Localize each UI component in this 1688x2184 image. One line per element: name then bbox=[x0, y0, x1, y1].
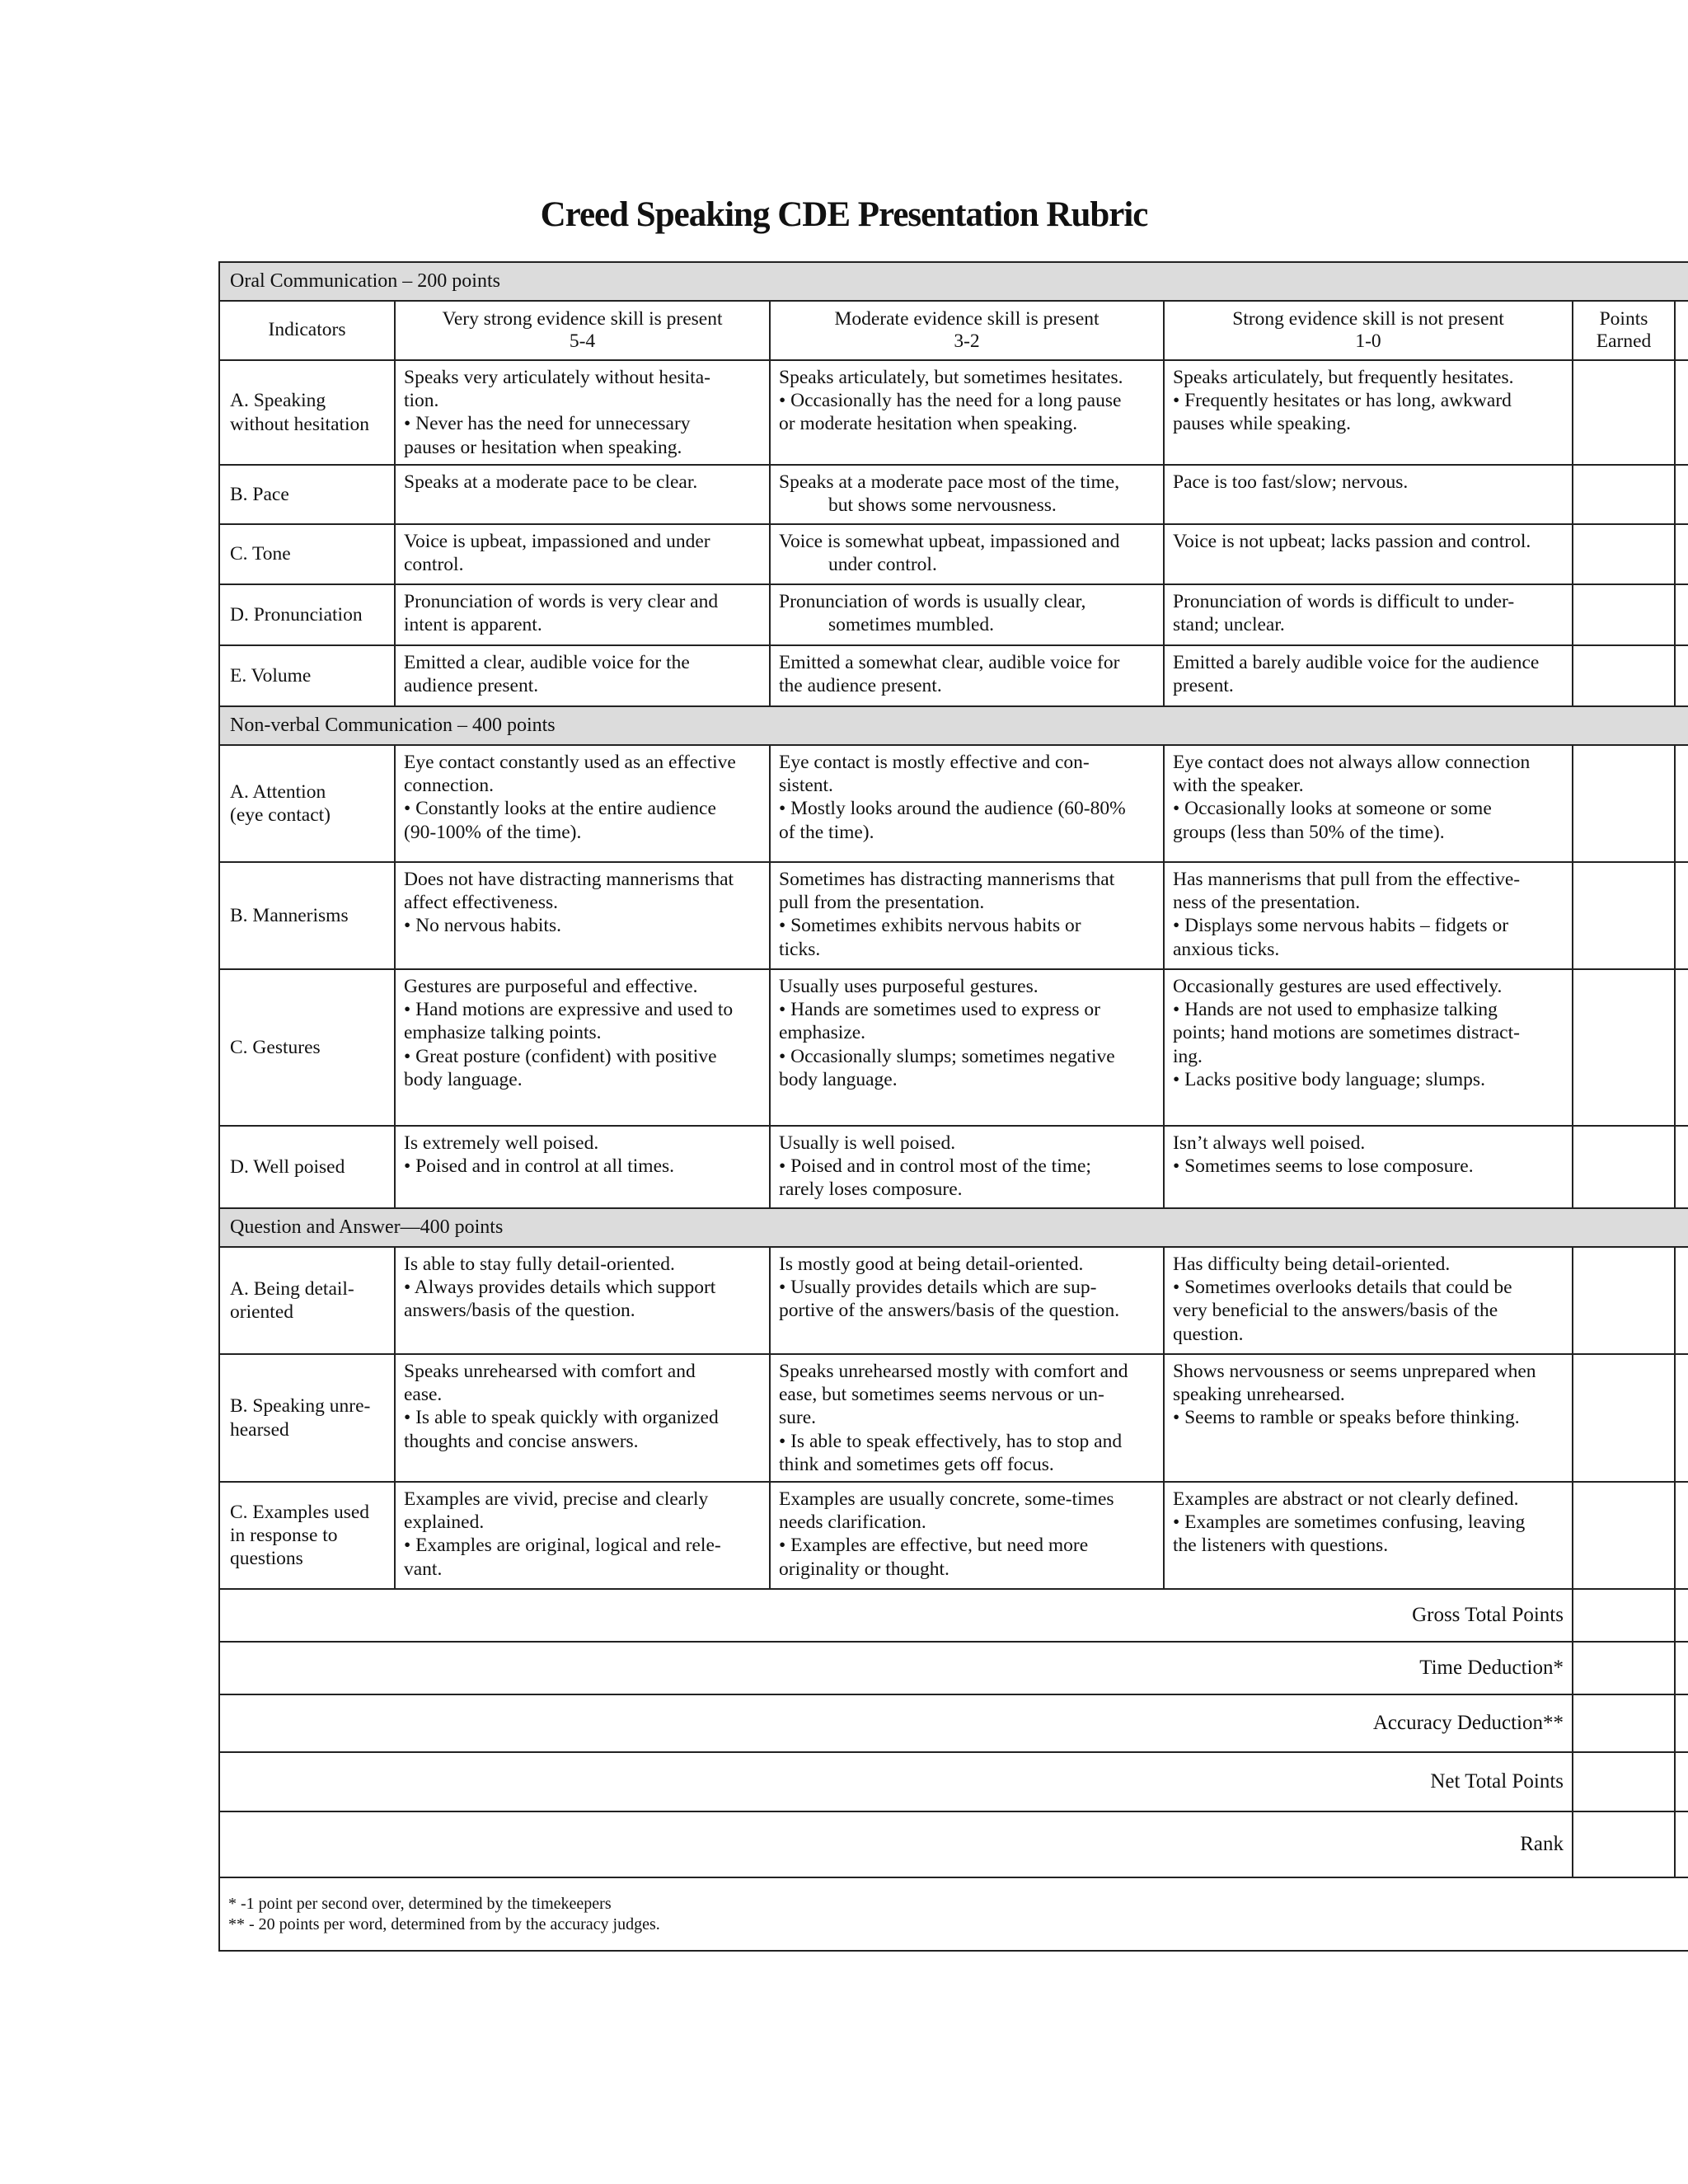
cell-line: sometimes mumbled. bbox=[828, 614, 995, 636]
cell-line: emphasize. bbox=[779, 1022, 866, 1044]
header-line: Points bbox=[1599, 307, 1648, 330]
cell-line: Isn’t always well poised. bbox=[1173, 1132, 1366, 1154]
cell-line: Speaks articulately, but sometimes hesitates. bbox=[779, 367, 1123, 388]
cell-line: Usually uses purposeful gestures. bbox=[779, 976, 1039, 997]
very-strong-cell bbox=[395, 1247, 770, 1354]
cell-line: • Sometimes overlooks details that could be bbox=[1173, 1277, 1512, 1299]
cell-line: sure. bbox=[779, 1407, 817, 1429]
moderate-cell bbox=[770, 465, 1164, 524]
total-row bbox=[219, 1589, 1688, 1642]
total-label: Gross Total Points bbox=[219, 1589, 1573, 1642]
section-header-row bbox=[219, 706, 1688, 745]
cell-line: pauses while speaking. bbox=[1173, 413, 1352, 435]
header-line: Very strong evidence skill is present bbox=[442, 307, 723, 330]
cell-line: stand; unclear. bbox=[1173, 614, 1285, 636]
cell-line: • Is able to speak quickly with organized bbox=[404, 1407, 719, 1429]
cell-line: Has mannerisms that pull from the effective- bbox=[1173, 869, 1521, 890]
indicator-cell bbox=[219, 584, 395, 645]
total-row bbox=[219, 1694, 1688, 1752]
cell-line: • Examples are effective, but need more bbox=[779, 1535, 1089, 1557]
cell-line: • Always provides details which support bbox=[404, 1277, 716, 1299]
cell-line: body language. bbox=[779, 1068, 898, 1090]
cell-line: Emitted a barely audible voice for the audience bbox=[1173, 652, 1540, 673]
cell-line: the audience present. bbox=[779, 675, 942, 697]
cell-line: • Hands are not used to emphasize talking bbox=[1173, 999, 1498, 1021]
cell-line: present. bbox=[1173, 675, 1234, 697]
not-present-cell bbox=[1164, 1126, 1573, 1208]
cell-line: • Poised and in control at all times. bbox=[404, 1155, 675, 1178]
not-present-cell bbox=[1164, 584, 1573, 645]
very-strong-cell bbox=[395, 645, 770, 706]
moderate-cell bbox=[770, 524, 1164, 584]
extra-cell[interactable] bbox=[1675, 1642, 1688, 1694]
section-header-row bbox=[219, 262, 1688, 301]
cell-line: • Sometimes exhibits nervous habits or bbox=[779, 915, 1081, 937]
cell-line: tion. bbox=[404, 390, 439, 412]
moderate-cell bbox=[770, 645, 1164, 706]
rubric-row bbox=[219, 524, 1688, 584]
header-line: 1-0 bbox=[1355, 330, 1381, 352]
rubric-row bbox=[219, 465, 1688, 524]
not-present-cell bbox=[1164, 524, 1573, 584]
cell-line: • No nervous habits. bbox=[404, 915, 561, 937]
cell-line: • Displays some nervous habits – fidgets or bbox=[1173, 915, 1509, 937]
extra-cell[interactable] bbox=[1675, 862, 1688, 969]
cell-line: pauses or hesitation when speaking. bbox=[404, 436, 682, 458]
cell-line: C. Examples used bbox=[230, 1501, 370, 1523]
points-earned-cell[interactable] bbox=[1573, 584, 1675, 645]
cell-line: explained. bbox=[404, 1511, 485, 1534]
total-points-cell[interactable] bbox=[1573, 1642, 1675, 1694]
not-present-cell bbox=[1164, 1247, 1573, 1354]
cell-line: • Never has the need for unnecessary bbox=[404, 413, 691, 435]
total-label: Time Deduction* bbox=[219, 1642, 1573, 1694]
extra-cell[interactable] bbox=[1675, 584, 1688, 645]
very-strong-cell bbox=[395, 862, 770, 969]
footnote-row bbox=[219, 1877, 1688, 1951]
rubric-row bbox=[219, 360, 1688, 465]
not-present-cell bbox=[1164, 1482, 1573, 1589]
cell-line: • Mostly looks around the audience (60-80% bbox=[779, 798, 1126, 820]
cell-line: (eye contact) bbox=[230, 804, 331, 826]
cell-line: • Occasionally looks at someone or some bbox=[1173, 798, 1492, 820]
cell-line: Eye contact constantly used as an effective bbox=[404, 752, 736, 773]
total-label: Accuracy Deduction** bbox=[219, 1694, 1573, 1752]
extra-cell[interactable] bbox=[1675, 745, 1688, 862]
indicator-cell bbox=[219, 745, 395, 862]
points-earned-cell[interactable] bbox=[1573, 1482, 1675, 1589]
cell-line: Occasionally gestures are used effectively. bbox=[1173, 976, 1503, 997]
cell-line: Examples are vivid, precise and clearly bbox=[404, 1488, 709, 1510]
cell-line: A. Speaking bbox=[230, 390, 326, 412]
cell-line: A. Attention bbox=[230, 780, 326, 803]
cell-line: • Frequently hesitates or has long, awkward bbox=[1173, 390, 1512, 412]
cell-line: Has difficulty being detail-oriented. bbox=[1173, 1254, 1451, 1275]
cell-line: • Lacks positive body language; slumps. bbox=[1173, 1068, 1485, 1090]
cell-line: Voice is not upbeat; lacks passion and control. bbox=[1173, 531, 1531, 552]
cell-line: audience present. bbox=[404, 675, 539, 697]
rubric-row bbox=[219, 862, 1688, 969]
cell-line: ticks. bbox=[779, 938, 821, 960]
indicators-header: Indicators bbox=[219, 301, 395, 360]
cell-line: • Occasionally slumps; sometimes negative bbox=[779, 1045, 1115, 1067]
total-points-cell[interactable] bbox=[1573, 1811, 1675, 1877]
very-strong-cell bbox=[395, 584, 770, 645]
cell-line: of the time). bbox=[779, 821, 874, 843]
extra-column-header bbox=[1675, 301, 1688, 360]
points-earned-cell[interactable] bbox=[1573, 1354, 1675, 1482]
extra-cell[interactable] bbox=[1675, 1247, 1688, 1354]
cell-line: C. Tone bbox=[230, 543, 291, 565]
indicator-cell bbox=[219, 1126, 395, 1208]
cell-line: • Examples are sometimes confusing, leaving bbox=[1173, 1511, 1526, 1534]
cell-line: answers/basis of the question. bbox=[404, 1300, 635, 1322]
indicator-cell bbox=[219, 969, 395, 1126]
indicator-cell bbox=[219, 465, 395, 524]
moderate-cell bbox=[770, 745, 1164, 862]
cell-line: Usually is well poised. bbox=[779, 1132, 956, 1154]
not-present-cell bbox=[1164, 862, 1573, 969]
cell-line: hearsed bbox=[230, 1418, 289, 1441]
very-strong-cell bbox=[395, 524, 770, 584]
cell-line: in response to bbox=[230, 1524, 338, 1546]
cell-line: portive of the answers/basis of the question. bbox=[779, 1300, 1120, 1322]
rubric-row bbox=[219, 1354, 1688, 1482]
not-present-cell bbox=[1164, 969, 1573, 1126]
cell-line: points; hand motions are sometimes distract- bbox=[1173, 1022, 1520, 1044]
extra-cell[interactable] bbox=[1675, 1694, 1688, 1752]
very-strong-cell bbox=[395, 969, 770, 1126]
points-earned-cell[interactable] bbox=[1573, 1126, 1675, 1208]
extra-cell[interactable] bbox=[1675, 1811, 1688, 1877]
cell-line: Shows nervousness or seems unprepared when bbox=[1173, 1361, 1536, 1382]
cell-line: pull from the presentation. bbox=[779, 892, 985, 914]
extra-cell[interactable] bbox=[1675, 645, 1688, 706]
very-strong-header bbox=[395, 301, 770, 360]
cell-line: Speaks very articulately without hesita- bbox=[404, 367, 710, 388]
very-strong-cell bbox=[395, 360, 770, 465]
cell-line: B. Speaking unre- bbox=[230, 1395, 371, 1418]
cell-line: sistent. bbox=[779, 775, 833, 797]
indicator-cell bbox=[219, 1482, 395, 1589]
extra-cell[interactable] bbox=[1675, 1126, 1688, 1208]
extra-cell[interactable] bbox=[1675, 465, 1688, 524]
extra-cell[interactable] bbox=[1675, 524, 1688, 584]
cell-line: (90-100% of the time). bbox=[404, 821, 582, 843]
cell-line: Voice is upbeat, impassioned and under bbox=[404, 531, 710, 552]
cell-line: originality or thought. bbox=[779, 1558, 950, 1580]
points-earned-cell[interactable] bbox=[1573, 862, 1675, 969]
moderate-cell bbox=[770, 862, 1164, 969]
points-earned-cell[interactable] bbox=[1573, 524, 1675, 584]
cell-line: the listeners with questions. bbox=[1173, 1535, 1389, 1557]
moderate-cell bbox=[770, 969, 1164, 1126]
header-line: Strong evidence skill is not present bbox=[1232, 307, 1504, 330]
cell-line: but shows some nervousness. bbox=[828, 494, 1057, 517]
extra-cell[interactable] bbox=[1675, 1354, 1688, 1482]
cell-line: Pronunciation of words is usually clear, bbox=[779, 591, 1086, 612]
indicator-cell bbox=[219, 360, 395, 465]
not-present-cell bbox=[1164, 645, 1573, 706]
indicator-cell bbox=[219, 1354, 395, 1482]
cell-line: Emitted a clear, audible voice for the bbox=[404, 652, 690, 673]
moderate-cell bbox=[770, 1482, 1164, 1589]
cell-line: oriented bbox=[230, 1301, 293, 1323]
cell-line: very beneficial to the answers/basis of the bbox=[1173, 1300, 1498, 1322]
extra-cell[interactable] bbox=[1675, 969, 1688, 1126]
cell-line: ease, but sometimes seems nervous or un- bbox=[779, 1384, 1104, 1406]
cell-line: Is extremely well poised. bbox=[404, 1132, 599, 1154]
rubric-table bbox=[218, 261, 1688, 1952]
total-points-cell[interactable] bbox=[1573, 1694, 1675, 1752]
cell-line: think and sometimes gets off focus. bbox=[779, 1453, 1054, 1475]
points-earned-header bbox=[1573, 301, 1675, 360]
cell-line: C. Gestures bbox=[230, 1036, 321, 1058]
section-header-row bbox=[219, 1208, 1688, 1247]
cell-line: • Examples are original, logical and rele- bbox=[404, 1535, 721, 1557]
cell-line: Eye contact does not always allow connection bbox=[1173, 752, 1531, 773]
cell-line: E. Volume bbox=[230, 664, 312, 687]
cell-line: Pace is too fast/slow; nervous. bbox=[1173, 471, 1409, 493]
section-title: Question and Answer—400 points bbox=[219, 1208, 1688, 1247]
cell-line: D. Pronunciation bbox=[230, 603, 363, 626]
not-present-cell bbox=[1164, 465, 1573, 524]
cell-line: thoughts and concise answers. bbox=[404, 1430, 639, 1452]
very-strong-cell bbox=[395, 745, 770, 862]
points-earned-cell[interactable] bbox=[1573, 969, 1675, 1126]
cell-line: • Seems to ramble or speaks before thinking. bbox=[1173, 1407, 1520, 1429]
cell-line: vant. bbox=[404, 1558, 443, 1580]
cell-line: ease. bbox=[404, 1384, 443, 1406]
cell-line: speaking unrehearsed. bbox=[1173, 1384, 1345, 1406]
footnotes bbox=[219, 1877, 1688, 1951]
cell-line: • Hands are sometimes used to express or bbox=[779, 999, 1101, 1021]
cell-line: Gestures are purposeful and effective. bbox=[404, 976, 698, 997]
cell-line: B. Pace bbox=[230, 483, 289, 505]
cell-line: without hesitation bbox=[230, 413, 370, 435]
cell-line: Is mostly good at being detail-oriented. bbox=[779, 1254, 1084, 1275]
cell-line: Emitted a somewhat clear, audible voice for bbox=[779, 652, 1120, 673]
very-strong-cell bbox=[395, 1354, 770, 1482]
cell-line: intent is apparent. bbox=[404, 614, 542, 636]
extra-cell[interactable] bbox=[1675, 1482, 1688, 1589]
cell-line: • Constantly looks at the entire audience bbox=[404, 798, 716, 820]
header-line: Earned bbox=[1596, 330, 1652, 352]
total-points-cell[interactable] bbox=[1573, 1589, 1675, 1642]
header-line: 5-4 bbox=[569, 330, 596, 352]
cell-line: under control. bbox=[828, 554, 937, 576]
cell-line: ing. bbox=[1173, 1045, 1203, 1067]
cell-line: • Poised and in control most of the time; bbox=[779, 1155, 1091, 1178]
cell-line: B. Mannerisms bbox=[230, 904, 349, 926]
cell-line: Pronunciation of words is very clear and bbox=[404, 591, 719, 612]
cell-line: • Hand motions are expressive and used to bbox=[404, 999, 734, 1021]
section-title: Non-verbal Communication – 400 points bbox=[219, 706, 1688, 745]
cell-line: emphasize talking points. bbox=[404, 1022, 602, 1044]
extra-cell[interactable] bbox=[1675, 1589, 1688, 1642]
total-label: Net Total Points bbox=[219, 1752, 1573, 1811]
cell-line: Speaks unrehearsed mostly with comfort and bbox=[779, 1361, 1128, 1382]
rubric-row bbox=[219, 969, 1688, 1126]
cell-line: Does not have distracting mannerisms that bbox=[404, 869, 734, 890]
cell-line: Speaks at a moderate pace to be clear. bbox=[404, 471, 698, 493]
cell-line: ness of the presentation. bbox=[1173, 892, 1361, 914]
total-label: Rank bbox=[219, 1811, 1573, 1877]
moderate-cell bbox=[770, 1247, 1164, 1354]
rubric-row bbox=[219, 1482, 1688, 1589]
cell-line: Speaks unrehearsed with comfort and bbox=[404, 1361, 696, 1382]
cell-line: Eye contact is mostly effective and con- bbox=[779, 752, 1090, 773]
rubric-row bbox=[219, 745, 1688, 862]
cell-line: Voice is somewhat upbeat, impassioned and bbox=[779, 531, 1120, 552]
cell-line: D. Well poised bbox=[230, 1155, 345, 1178]
cell-line: rarely loses composure. bbox=[779, 1179, 963, 1201]
column-header-row bbox=[219, 301, 1688, 360]
indicator-cell bbox=[219, 1247, 395, 1354]
extra-cell[interactable] bbox=[1675, 1752, 1688, 1811]
indicator-cell bbox=[219, 862, 395, 969]
total-points-cell[interactable] bbox=[1573, 1752, 1675, 1811]
very-strong-cell bbox=[395, 1482, 770, 1589]
page-title: Creed Speaking CDE Presentation Rubric bbox=[540, 195, 1148, 234]
cell-line: body language. bbox=[404, 1068, 523, 1090]
moderate-cell bbox=[770, 584, 1164, 645]
total-row bbox=[219, 1642, 1688, 1694]
footnote-line: * -1 point per second over, determined by the timekeepers bbox=[228, 1894, 612, 1913]
indicator-cell bbox=[219, 524, 395, 584]
not-present-cell bbox=[1164, 360, 1573, 465]
moderate-header bbox=[770, 301, 1164, 360]
cell-line: connection. bbox=[404, 775, 494, 797]
cell-line: • Great posture (confident) with positive bbox=[404, 1045, 717, 1067]
extra-cell[interactable] bbox=[1675, 360, 1688, 465]
cell-line: • Sometimes seems to lose composure. bbox=[1173, 1155, 1474, 1178]
points-earned-cell[interactable] bbox=[1573, 645, 1675, 706]
cell-line: • Is able to speak effectively, has to stop and bbox=[779, 1430, 1123, 1452]
not-present-cell bbox=[1164, 745, 1573, 862]
cell-line: Speaks at a moderate pace most of the time, bbox=[779, 471, 1120, 493]
indicator-cell bbox=[219, 645, 395, 706]
rubric-row bbox=[219, 1247, 1688, 1354]
total-row bbox=[219, 1811, 1688, 1877]
very-strong-cell bbox=[395, 1126, 770, 1208]
cell-line: control. bbox=[404, 554, 464, 576]
cell-line: Is able to stay fully detail-oriented. bbox=[404, 1254, 675, 1275]
moderate-cell bbox=[770, 360, 1164, 465]
cell-line: • Usually provides details which are sup- bbox=[779, 1277, 1097, 1299]
cell-line: Examples are abstract or not clearly defined. bbox=[1173, 1488, 1519, 1510]
cell-line: with the speaker. bbox=[1173, 775, 1304, 797]
not-present-cell bbox=[1164, 1354, 1573, 1482]
header-line: 3-2 bbox=[954, 330, 980, 352]
cell-line: Examples are usually concrete, some-times bbox=[779, 1488, 1114, 1510]
cell-line: question. bbox=[1173, 1323, 1244, 1345]
rubric-row bbox=[219, 645, 1688, 706]
cell-line: Pronunciation of words is difficult to under- bbox=[1173, 591, 1515, 612]
cell-line: A. Being detail- bbox=[230, 1277, 354, 1300]
very-strong-cell bbox=[395, 465, 770, 524]
points-earned-cell[interactable] bbox=[1573, 1247, 1675, 1354]
cell-line: Speaks articulately, but frequently hesitates. bbox=[1173, 367, 1514, 388]
moderate-cell bbox=[770, 1354, 1164, 1482]
moderate-cell bbox=[770, 1126, 1164, 1208]
header-line: Moderate evidence skill is present bbox=[834, 307, 1100, 330]
rubric-row bbox=[219, 1126, 1688, 1208]
cell-line: Sometimes has distracting mannerisms that bbox=[779, 869, 1115, 890]
section-title: Oral Communication – 200 points bbox=[219, 262, 1688, 301]
cell-line: • Occasionally has the need for a long pause bbox=[779, 390, 1122, 412]
cell-line: affect effectiveness. bbox=[404, 892, 559, 914]
total-row bbox=[219, 1752, 1688, 1811]
cell-line: anxious ticks. bbox=[1173, 938, 1280, 960]
cell-line: groups (less than 50% of the time). bbox=[1173, 821, 1445, 843]
rubric-row bbox=[219, 584, 1688, 645]
footnote-line: ** - 20 points per word, determined from by the accuracy judges. bbox=[228, 1915, 660, 1933]
points-earned-cell[interactable] bbox=[1573, 360, 1675, 465]
cell-line: or moderate hesitation when speaking. bbox=[779, 413, 1078, 435]
cell-line: questions bbox=[230, 1548, 303, 1570]
points-earned-cell[interactable] bbox=[1573, 745, 1675, 862]
points-earned-cell[interactable] bbox=[1573, 465, 1675, 524]
not-present-header bbox=[1164, 301, 1573, 360]
cell-line: needs clarification. bbox=[779, 1511, 926, 1534]
